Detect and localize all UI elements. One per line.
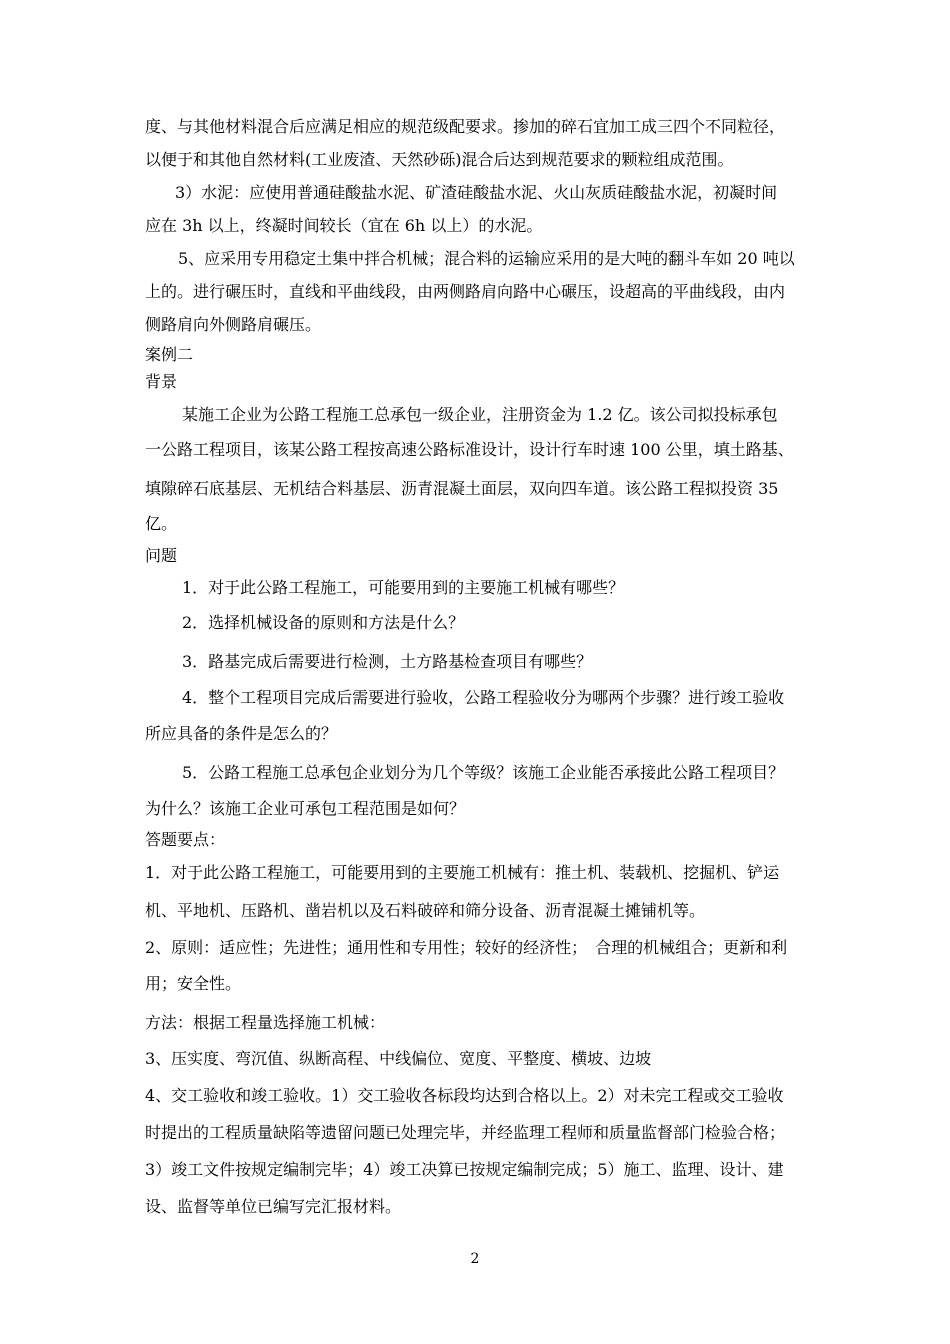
text-line: 5、应采用专用稳定土集中拌合机械；混合料的运输应采用的是大吨的翻斗车如 20 吨以 [178,249,795,268]
page-number: 2 [470,1251,480,1267]
question-item: 1．对于此公路工程施工，可能要用到的主要施工机械有哪些？ [182,578,625,597]
text-line: 亿。 [145,514,178,533]
section-heading: 答题要点： [145,830,226,849]
text-line: 上的。进行碾压时，直线和平曲线段，由两侧路肩向路中心碾压，设超高的平曲线段，由内 [145,282,786,301]
text-line: 时提出的工程质量缺陷等遗留问题已处理完毕，并经监理工程师和质量监督部门检验合格； [145,1123,786,1142]
text-line: 一公路工程项目，该某公路工程按高速公路标准设计，设计行车时速 100 公里，填土路基、 [145,440,794,459]
text-line: 所应具备的条件是怎么的？ [145,724,338,743]
question-item: 2．选择机械设备的原则和方法是什么？ [182,613,465,632]
text-line: 方法：根据工程量选择施工机械： [145,1013,386,1032]
text-line: 填隙碎石底基层、无机结合料基层、沥青混凝土面层，双向四车道。该公路工程拟投资 35 [145,479,779,498]
answer-item: 1．对于此公路工程施工，可能要用到的主要施工机械有：推土机、装载机、挖掘机、铲运 [145,863,780,882]
question-item: 3．路基完成后需要进行检测，土方路基检查项目有哪些？ [182,652,593,671]
answer-item: 3、压实度、弯沉值、纵断高程、中线偏位、宽度、平整度、横坡、边坡 [145,1049,652,1068]
question-item: 4．整个工程项目完成后需要进行验收，公路工程验收分为哪两个步骤？进行竣工验收 [182,688,785,707]
text-line: 以便于和其他自然材料(工业废渣、天然砂砾)混合后达到规范要求的颗粒组成范围。 [145,150,734,169]
section-heading: 背景 [145,372,178,391]
question-item: 5．公路工程施工总承包企业划分为几个等级？该施工企业能否承接此公路工程项目？ [182,763,785,782]
answer-item: 2、原则：适应性；先进性；通用性和专用性；较好的经济性； 合理的机械组合；更新和利 [145,938,788,957]
text-line: 为什么？该施工企业可承包工程范围是如何？ [145,799,466,818]
text-line: 3）竣工文件按规定编制完毕；4）竣工决算已按规定编制完成；5）施工、监理、设计、建 [145,1160,784,1179]
text-line: 应在 3h 以上，终凝时间较长（宜在 6h 以上）的水泥。 [145,216,543,235]
text-line: 机、平地机、压路机、凿岩机以及石料破碎和筛分设备、沥青混凝土摊铺机等。 [145,901,706,920]
text-line: 侧路肩向外侧路肩碾压。 [145,315,322,334]
text-line: 某施工企业为公路工程施工总承包一级企业，注册资金为 1.2 亿。该公司拟投标承包 [182,405,778,424]
text-line: 设、监督等单位已编写完汇报材料。 [145,1197,402,1216]
text-line: 度、与其他材料混合后应满足相应的规范级配要求。掺加的碎石宜加工成三四个不同粒径， [145,117,786,136]
text-line: 用；安全性。 [145,974,242,993]
text-line: 3）水泥：应使用普通硅酸盐水泥、矿渣硅酸盐水泥、火山灰质硅酸盐水泥，初凝时间 [175,183,778,202]
section-heading: 问题 [145,546,178,565]
answer-item: 4、交工验收和竣工验收。1）交工验收各标段均达到合格以上。2）对未完工程或交工验收 [145,1086,784,1105]
section-heading: 案例二 [145,345,194,364]
